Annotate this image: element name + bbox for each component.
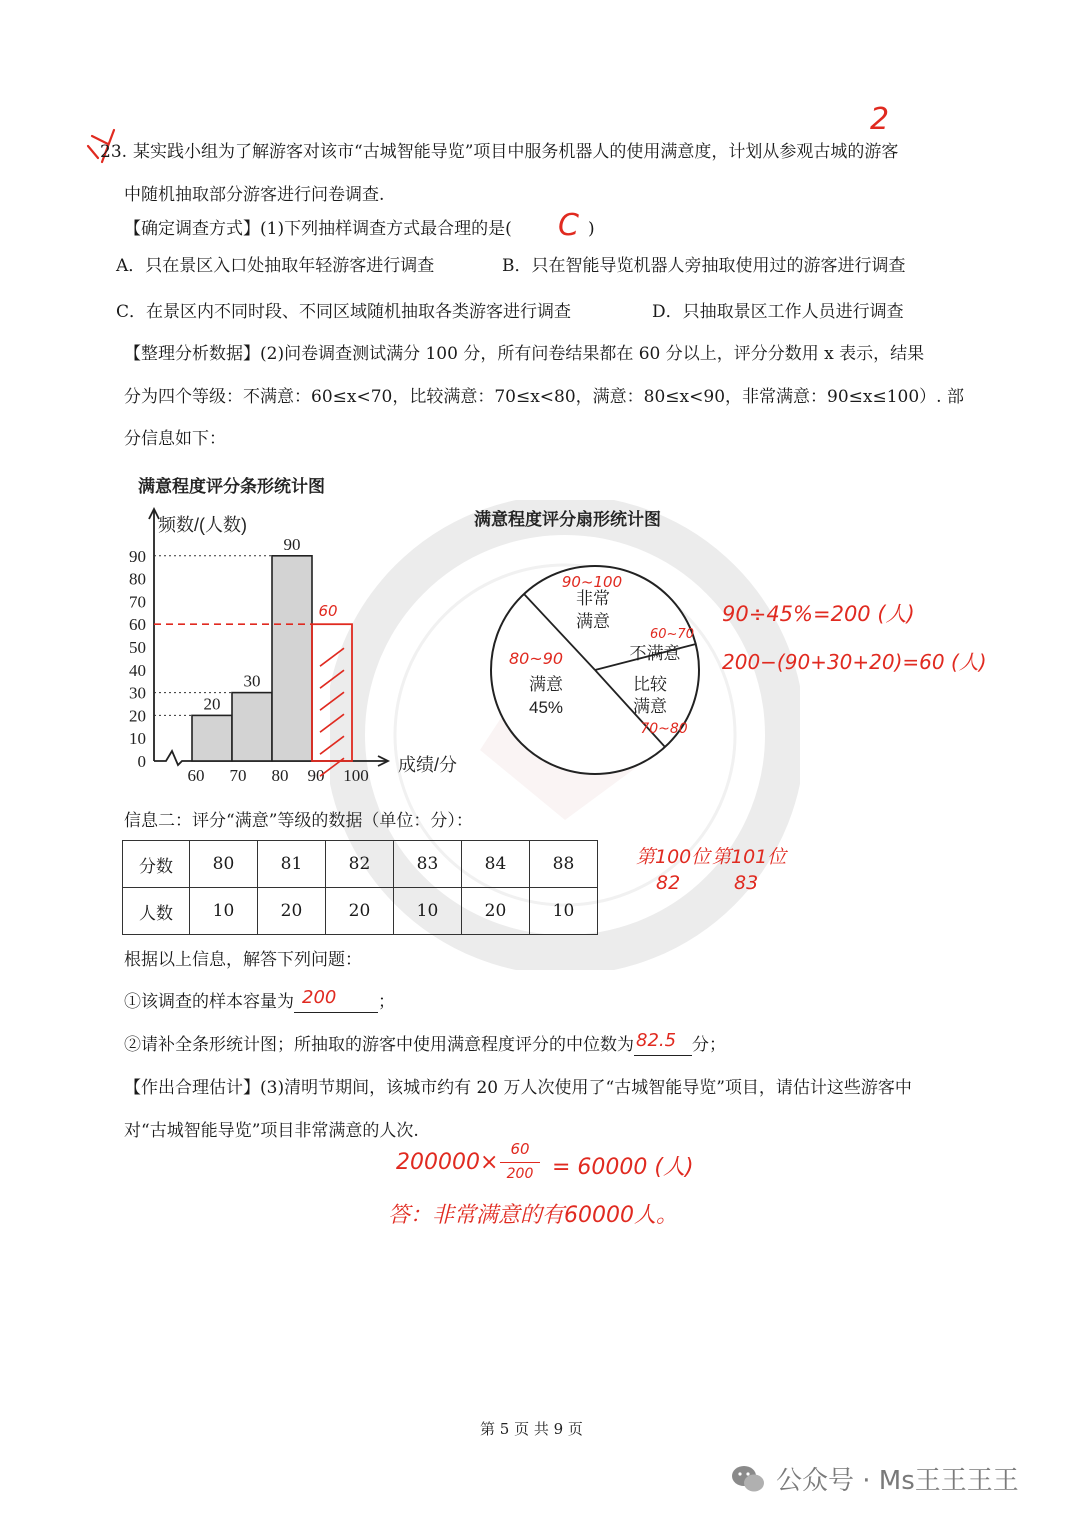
y-tick-label: 90 <box>129 546 146 566</box>
part2-line-2: 分为四个等级：不满意：60≤x<70，比较满意：70≤x<80，满意：80≤x<90，非常满意：90≤x≤100）. 部 <box>124 387 964 407</box>
table-cell: 20 <box>258 888 326 935</box>
median-note-2a: 第101位 <box>712 846 787 868</box>
question-number: 23. <box>100 142 128 162</box>
y-tick-label: 40 <box>129 660 146 680</box>
q1-prefix: ①该调查的样本容量为 <box>124 992 294 1012</box>
table-cell: 80 <box>190 841 258 888</box>
table-cell: 10 <box>394 888 462 935</box>
wechat-label: 公众号 · Ms王王王王 <box>776 1466 1019 1496</box>
question-line-2: 中随机抽取部分游客进行问卷调查. <box>124 185 385 205</box>
table-row-counts <box>123 888 598 935</box>
median-note-2b: 83 <box>734 872 759 894</box>
median-note-1b: 82 <box>656 872 681 894</box>
pie-label-fairly-1: 比较 <box>633 675 667 694</box>
y-tick-label: 20 <box>129 706 146 726</box>
pie-label-very-2: 满意 <box>576 612 610 631</box>
table-cell: 10 <box>530 888 598 935</box>
x-tick-label: 60 <box>187 766 205 785</box>
option-d: D．只抽取景区工作人员进行调查 <box>652 302 904 322</box>
table-cell: 20 <box>326 888 394 935</box>
pie-label-fairly-2: 满意 <box>633 697 667 716</box>
y-tick-label: 10 <box>129 729 146 749</box>
wechat-icon <box>730 1464 766 1494</box>
y-tick-label: 50 <box>129 638 146 657</box>
q2-line <box>124 1030 726 1056</box>
bar-value-label-handwritten: 60 <box>318 602 338 621</box>
q2-prefix: ②请补全条形统计图；所抽取的游客中使用满意程度评分的中位数为 <box>124 1035 634 1055</box>
x-tick-label: 70 <box>229 766 247 785</box>
table-row-scores <box>123 841 598 888</box>
x-axis-label: 成绩/分 <box>398 755 458 775</box>
bar-handdrawn <box>312 624 352 761</box>
pie-hw-unsat: 60~70 <box>650 627 694 642</box>
bar-hatch <box>320 648 344 666</box>
bar-hatch <box>320 714 344 732</box>
table-cell: 83 <box>394 841 462 888</box>
q2-blank <box>634 1030 692 1056</box>
pie-hw-sat: 80~90 <box>508 649 564 668</box>
part2-line-3: 分信息如下： <box>124 429 226 449</box>
q1-blank <box>294 987 378 1013</box>
bar <box>232 693 272 761</box>
option-c: C．在景区内不同时段、不同区域随机抽取各类游客进行调查 <box>116 302 572 322</box>
pie-label-unsat: 不满意 <box>629 644 681 663</box>
bar-value-label: 90 <box>283 534 301 554</box>
final-calc-num: 60 <box>510 1140 530 1158</box>
page-footer: 第 5 页 共 9 页 <box>480 1420 583 1438</box>
part1-prompt: 【确定调查方式】(1)下列抽样调查方式最合理的是( <box>124 219 512 239</box>
q2-answer: 82.5 <box>636 1030 677 1051</box>
question-line-1: 某实践小组为了解游客对该市“古城智能导览”项目中服务机器人的使用满意度，计划从参观古城的游客 <box>133 142 899 162</box>
part1-answer: C <box>558 208 579 243</box>
final-calc-den: 200 <box>506 1166 534 1182</box>
questions-intro: 根据以上信息，解答下列问题： <box>124 950 362 970</box>
info2-table <box>122 840 598 935</box>
bar-hatch <box>320 670 344 688</box>
pie-label-sat: 满意 <box>529 675 563 694</box>
top-right-mark: 2 <box>870 102 890 137</box>
y-axis-label: 频数/(人数) <box>158 515 247 535</box>
part3-line-1: 【作出合理估计】(3)清明节期间，该城市约有 20 万人次使用了“古城智能导览”项目，请估计这些游客中 <box>124 1078 912 1098</box>
pie-hw-fairly: 70~80 <box>640 721 688 737</box>
bar <box>192 715 232 761</box>
bar <box>272 556 312 761</box>
table-cell: 82 <box>326 841 394 888</box>
bar-chart-title: 满意程度评分条形统计图 <box>138 477 325 496</box>
calc-line-1: 90÷45%=200 (人) <box>722 602 915 626</box>
y-tick-label: 70 <box>129 592 146 612</box>
table-cell: 20 <box>462 888 530 935</box>
bar-value-label: 30 <box>243 671 261 691</box>
bar-hatch <box>320 692 344 710</box>
bar-chart <box>110 505 480 790</box>
x-tick-label: 90 <box>307 766 325 785</box>
y-tick-label: 80 <box>129 569 146 589</box>
y-tick-label: 0 <box>137 752 146 771</box>
pie-label-sat-pct: 45% <box>528 698 564 717</box>
pie-label-very-1: 非常 <box>576 589 610 608</box>
bar-value-label: 20 <box>203 694 221 714</box>
q1-line <box>124 987 395 1013</box>
x-tick-label: 100 <box>343 766 369 785</box>
y-tick-label: 60 <box>129 615 146 635</box>
wechat-watermark <box>730 1460 1019 1497</box>
table-cell: 88 <box>530 841 598 888</box>
part1-close: ) <box>588 219 595 239</box>
x-tick-label: 80 <box>271 766 289 785</box>
final-answer: 答：非常满意的有60000人。 <box>388 1203 678 1228</box>
calc-line-2: 200−(90+30+20)=60 (人) <box>722 650 987 674</box>
final-calc-b: = 60000 (人) <box>552 1155 694 1180</box>
table-cell: 84 <box>462 841 530 888</box>
info2-caption: 信息二：评分“满意”等级的数据（单位：分）： <box>124 811 473 831</box>
pie-hw-very: 90~100 <box>561 573 623 591</box>
fraction-bar <box>500 1162 540 1163</box>
part3-line-2: 对“古城智能导览”项目非常满意的人次. <box>124 1121 419 1141</box>
bar-hatch <box>320 736 344 754</box>
q2-suffix: 分； <box>692 1035 726 1055</box>
q1-answer: 200 <box>302 987 337 1008</box>
option-b: B．只在智能导览机器人旁抽取使用过的游客进行调查 <box>502 256 906 276</box>
q1-suffix: ； <box>378 992 395 1012</box>
median-note-1a: 第100位 <box>636 846 711 868</box>
part2-line-1: 【整理分析数据】(2)问卷调查测试满分 100 分，所有问卷结果都在 60 分以上，评分分数用 x 表示，结果 <box>124 344 925 364</box>
option-a: A．只在景区入口处抽取年轻游客进行调查 <box>116 256 435 276</box>
y-tick-label: 30 <box>129 683 146 703</box>
table-cell: 81 <box>258 841 326 888</box>
table-cell: 10 <box>190 888 258 935</box>
table-header-score: 分数 <box>123 841 190 888</box>
pie-chart-title: 满意程度评分扇形统计图 <box>474 510 661 529</box>
table-header-count: 人数 <box>123 888 190 935</box>
pie-chart <box>480 560 720 780</box>
final-calc-a: 200000× <box>396 1150 499 1175</box>
